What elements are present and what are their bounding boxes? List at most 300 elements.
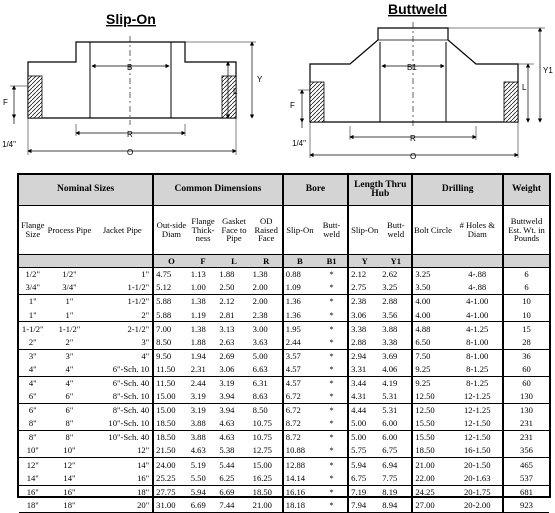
table-cell: 1.09 [283,281,316,295]
group-header-weight: Weight [503,175,549,206]
table-cell: 537 [503,471,549,485]
table-cell: 20-1.63 [453,471,503,485]
table-cell: 14" [137,459,150,470]
table-cell: 14.14 [283,471,316,485]
table-cell: 2.00 [251,281,283,295]
buttweld-f-label: F [290,101,295,110]
table-cell: 3.44 [348,376,380,390]
group-header-common-dimensions: Common Dimensions [153,175,283,206]
column-symbol: R [251,255,283,268]
table-row [19,308,549,322]
table-cell: 3" [65,350,74,361]
column-symbol: F [189,255,218,268]
table-cell: * [316,444,348,458]
table-row [19,417,549,431]
table-cell: 9.25 [412,376,452,390]
table-cell: 1.88 [189,335,218,349]
table-cell: 12.75 [251,444,283,458]
table-cell: 21.50 [153,444,189,458]
table-cell: 4" [47,363,93,377]
table-cell: 4-.88 [453,281,503,295]
table-cell: 14" [19,471,47,485]
column-header: Flange Thick-ness [189,206,218,255]
column-symbol: Y [348,255,380,268]
table-cell: 6.50 [412,335,452,349]
table-cell: 1.38 [190,296,206,307]
table-cell: * [329,432,334,443]
table-cell: 16" [92,471,153,485]
column-header: Flange Size [19,206,47,255]
table-cell: 2" [92,308,153,322]
table-cell: 10"-Sch. 40 [108,432,150,443]
table-cell: 0.88 [283,268,316,282]
table-cell: 7.75 [380,471,412,485]
table-row [19,499,549,513]
column-header: Out-side Diam [153,206,189,255]
buttweld-drawing [290,1,553,161]
table-cell: 12-1.50 [453,417,503,431]
table-row [19,390,549,404]
column-subheaders [19,206,549,255]
table-cell: 1.94 [190,350,206,361]
table-body [19,268,549,513]
table-cell: 6" [47,390,93,404]
table-cell: 10.75 [251,417,283,431]
table-cell: 18.50 [153,431,189,445]
table-cell: 16" [63,486,76,497]
table-cell: 5.00 [348,417,380,431]
table-cell: 4" [19,363,47,377]
table-cell: 3" [28,350,37,361]
table-cell: 2.50 [217,281,250,295]
table-cell: 15.50 [412,417,452,431]
buttweld-quarter-label: 1/4" [292,139,306,148]
table-cell: 1-1/2" [92,281,153,295]
column-symbol [453,255,503,268]
table-row [19,471,549,485]
table-cell: 1.00 [189,281,218,295]
table-cell: 4" [28,378,37,388]
table-cell: 1" [65,296,74,307]
table-cell: 8.50 [252,405,268,416]
table-cell: 12.50 [412,403,452,417]
table-cell: 15.50 [412,431,452,445]
table-cell: 4-1.00 [453,308,503,322]
table-cell: 11.50 [153,376,189,390]
table-cell: 6"-Sch. 40 [112,378,150,388]
table-cell: 10" [47,444,93,458]
table-cell: 4.88 [412,322,452,336]
table-cell: 7.94 [348,499,380,513]
table-row [19,458,549,472]
table-cell: 231 [503,431,549,445]
table-cell: 3.38 [380,335,412,349]
table-cell: 8" [47,417,93,431]
table-cell: 1-1/2" [21,323,44,334]
table-cell: 1.36 [283,295,316,309]
table-cell: 6.72 [283,403,316,417]
table-cell: 5.38 [217,444,250,458]
table-cell: 4" [141,350,150,361]
table-cell: 4.75 [153,268,189,282]
table-cell: 5.31 [380,390,412,404]
table-cell: 3.25 [380,281,412,295]
table-cell: 3.50 [412,281,452,295]
table-row [19,444,549,458]
table-cell: 2.00 [252,296,268,307]
table-cell: 10" [19,444,47,458]
slip-on-title: Slip-On [106,11,156,27]
table-row [19,281,549,295]
column-symbol: B1 [316,255,348,268]
table-cell: 8" [19,417,47,431]
table-cell: 2.81 [217,308,250,322]
table-cell: 3.94 [217,390,250,404]
table-cell: 1-1/2" [58,323,81,334]
table-cell: 31.00 [153,499,189,513]
table-cell: 6.63 [251,363,283,377]
table-cell: 3/4" [19,281,47,295]
table-row [19,485,549,499]
table-cell: 6" [65,405,74,416]
table-cell: 20" [92,499,153,513]
table-cell: 6" [28,405,37,416]
table-cell: 4" [65,378,74,388]
column-symbol: B [283,255,316,268]
buttweld-title: Buttweld [388,1,448,17]
column-header: Bolt Circle [412,206,452,255]
buttweld-l-label: L [522,83,527,92]
table-cell: 465 [503,458,549,472]
table-row [19,268,549,282]
table-cell: * [316,499,348,513]
table-cell: 12-1.50 [464,432,491,443]
table-cell: 27.00 [412,499,452,513]
table-cell: * [316,471,348,485]
table-cell: 8"-Sch. 40 [112,405,150,416]
table-cell: * [329,378,334,388]
table-cell: 10 [503,308,549,322]
table-cell: 5.00 [348,431,380,445]
table-cell: 4.19 [382,378,398,388]
table-row [19,295,549,309]
table-cell: 2.38 [251,308,283,322]
table-cell: 2.94 [348,349,380,363]
flange-drawings [0,0,555,166]
table-cell: 4.63 [189,444,218,458]
table-cell: 6.69 [189,499,218,513]
buttweld-o-label: O [410,152,417,161]
group-header-bore: Bore [283,175,348,206]
table-cell: 3.63 [251,335,283,349]
table-cell: 6.69 [219,486,235,497]
slip-on-o-label: O [127,148,134,157]
table-cell: * [316,417,348,431]
table-cell: * [329,459,334,470]
table-cell: 6.75 [380,444,412,458]
table-cell: 10 [503,295,549,309]
table-cell: 3.19 [189,390,218,404]
table-cell: * [329,269,334,280]
table-cell: 8-1.25 [453,363,503,377]
table-cell: 5.44 [219,459,235,470]
table-cell: 2.69 [219,350,235,361]
table-cell: 18.50 [412,444,452,458]
table-cell: 8.50 [153,335,189,349]
table-cell: 18.50 [153,417,189,431]
table-cell: 3.69 [382,350,398,361]
column-header: # Holes & Diam [453,206,503,255]
table-cell: 2" [19,335,47,349]
table-cell: * [329,405,334,416]
table-cell: 3.88 [190,432,206,443]
group-header-length-thru-hub: Length Thru Hub [348,175,412,206]
table-row [19,403,549,417]
table-cell: 5.94 [348,458,380,472]
table-cell: 14" [47,471,93,485]
table-cell: 4.57 [283,363,316,377]
table-cell: 1.13 [190,269,206,280]
table-cell: * [316,308,348,322]
table-cell: * [316,281,348,295]
table-cell: 20-1.50 [464,459,491,470]
table-cell: 4-.88 [468,269,487,280]
table-cell: 6" [19,390,47,404]
table-cell: 6.25 [217,471,250,485]
table-cell: 356 [503,444,549,458]
table-cell: 4.63 [219,432,235,443]
table-cell: 4.31 [348,390,380,404]
table-cell: * [329,350,334,361]
table-cell: 5.31 [382,405,398,416]
table-row [19,363,549,377]
column-header: Jacket Pipe [92,206,153,255]
table-cell: 1.19 [189,308,218,322]
table-cell: 2-1/2" [127,323,150,334]
table-cell: 3.00 [252,323,268,334]
column-symbol [47,255,93,268]
table-cell: 16-1.50 [453,444,503,458]
table-cell: 6.31 [252,378,268,388]
table-cell: 6"-Sch. 10 [92,363,153,377]
table-cell: 1" [28,296,37,307]
table-cell: 5.94 [190,486,206,497]
table-cell: 15.00 [153,403,189,417]
slip-on-r-label: R [127,130,133,139]
table-cell: 1.38 [252,269,268,280]
table-cell: 1/2" [25,269,40,280]
table-cell: 2.88 [348,335,380,349]
table-cell: 6 [503,281,549,295]
table-cell: 1.95 [283,322,316,336]
table-cell: 923 [503,499,549,513]
table-cell: 11.50 [153,363,189,377]
table-cell: 8" [28,432,37,443]
column-header: Butt-weld [316,206,348,255]
slip-on-l-label: L [233,87,238,96]
buttweld-y1-label: Y1 [543,66,553,75]
table-cell: 1.88 [219,269,235,280]
table-row [19,335,549,349]
table-cell: 9.25 [412,363,452,377]
table-cell: 4.63 [217,417,250,431]
group-header-nominal-sizes: Nominal Sizes [19,175,153,206]
column-symbol [19,255,47,268]
column-symbol [503,255,549,268]
table-cell: 12" [26,459,39,470]
table-cell: 681 [503,485,549,499]
table-cell: 5.50 [189,471,218,485]
table-cell: 2.38 [348,295,380,309]
table-cell: 6.72 [283,390,316,404]
table-cell: 3.88 [189,417,218,431]
table-cell: 4-1.00 [466,296,489,307]
column-header: Slip-On [348,206,380,255]
table-cell: 28 [503,335,549,349]
table-cell: 60 [503,376,549,390]
table-cell: 130 [503,390,549,404]
buttweld-r-label: R [410,134,416,143]
table-cell: 8-1.00 [466,350,489,361]
column-header: OD Raised Face [251,206,283,255]
flange-dimensions-table [17,173,551,510]
table-cell: 9.50 [153,349,189,363]
table-cell: 20-2.00 [453,499,503,513]
table-cell: 3/4" [47,281,93,295]
table-cell: 18" [19,499,47,513]
table-cell: 3" [92,335,153,349]
table-cell: 16.25 [251,471,283,485]
table-cell: 8" [65,432,74,443]
table-cell: 7.00 [153,322,189,336]
table-cell: 4.44 [348,403,380,417]
table-cell: 8.72 [283,431,316,445]
column-header: Slip-On [283,206,316,255]
column-symbol: O [153,255,189,268]
table-cell: 231 [503,417,549,431]
table-cell: 2" [47,335,93,349]
table-cell: 12.88 [283,458,316,472]
table-cell: 3.19 [219,378,235,388]
table-cell: 18.50 [252,486,272,497]
table-cell: 2.88 [382,296,398,307]
table-cell: 12" [92,444,153,458]
table-cell: 3.88 [382,323,398,334]
table-cell: 130 [503,403,549,417]
slip-on-quarter-label: 1/4" [2,140,16,149]
table-cell: 3.25 [412,268,452,282]
table-cell: 5.19 [190,459,206,470]
table-cell: 6.00 [382,432,398,443]
table-cell: 5.75 [348,444,380,458]
table-cell: 8.94 [380,499,412,513]
table-cell: 10.75 [252,432,272,443]
slip-on-drawing [2,11,263,157]
table-cell: 5.88 [153,295,189,309]
table-row [19,431,549,445]
buttweld-b1-label: B1 [407,63,417,72]
table-cell: 8.63 [251,390,283,404]
table-cell: 2.31 [189,363,218,377]
table-cell: 4-1.25 [466,323,489,334]
table-cell: 1" [19,308,47,322]
table-cell: 16.16 [283,485,316,499]
table-cell: 2.44 [190,378,206,388]
table-cell: 2.75 [348,281,380,295]
table-cell: 15.00 [252,459,272,470]
table-cell: 3.13 [219,323,235,334]
table-row [19,376,549,390]
table-cell: 2.62 [382,269,398,280]
table-cell: 1-1/2" [127,296,150,307]
table-cell: 16" [26,486,39,497]
table-cell: 3.57 [283,349,316,363]
table-cell: 4.06 [380,363,412,377]
table-cell: 15 [503,322,549,336]
table-cell: 3.06 [348,308,380,322]
table-cell: * [316,363,348,377]
table-cell: 8-1.25 [466,378,489,388]
table-cell: 15.00 [153,390,189,404]
table-row [19,322,549,336]
group-header-drilling: Drilling [412,175,503,206]
column-header: Butt-weld [380,206,412,255]
table-cell: 6 [503,268,549,282]
table-cell: 21.00 [412,458,452,472]
table-cell: 24.25 [412,485,452,499]
table-cell: 3.31 [348,363,380,377]
column-symbol: L [217,255,250,268]
table-cell: 7.44 [217,499,250,513]
table-cell: 8.19 [382,486,398,497]
table-cell: 24.00 [153,458,189,472]
table-cell: 20-1.75 [464,486,491,497]
table-cell: 12" [63,459,76,470]
table-cell: 3.56 [380,308,412,322]
slip-on-f-label: F [3,98,8,107]
table-cell: 5.00 [252,350,268,361]
table-cell: * [316,335,348,349]
column-header: Buttweld Est. Wt. in Pounds [503,206,549,255]
table-cell: 5.12 [153,281,189,295]
column-symbol [412,255,452,268]
table-cell: 5.88 [153,308,189,322]
slip-on-y-label: Y [257,75,263,84]
table-cell: 7.19 [348,485,380,499]
table-cell: 2.44 [283,335,316,349]
table-cell: 8-1.00 [453,335,503,349]
table-cell: 6.94 [382,459,398,470]
table-cell: 25.25 [153,471,189,485]
table-cell: 27.75 [153,485,189,499]
table-cell: 3.94 [219,405,235,416]
table-cell: 12-1.25 [464,405,491,416]
table-cell: 2.12 [219,296,235,307]
table-cell: 18" [47,499,93,513]
column-symbol: Y1 [380,255,412,268]
table-cell: 12.50 [412,390,452,404]
table-cell: 6.00 [380,417,412,431]
table-row [19,349,549,363]
table-cell: * [316,390,348,404]
slip-on-b-label: B [127,63,133,72]
table-cell: 6.75 [348,471,380,485]
column-symbol [92,255,153,268]
table-cell: 2.63 [217,335,250,349]
table-cell: 1/2" [62,269,77,280]
table-cell: 7.50 [412,349,452,363]
table-cell: * [329,486,334,497]
